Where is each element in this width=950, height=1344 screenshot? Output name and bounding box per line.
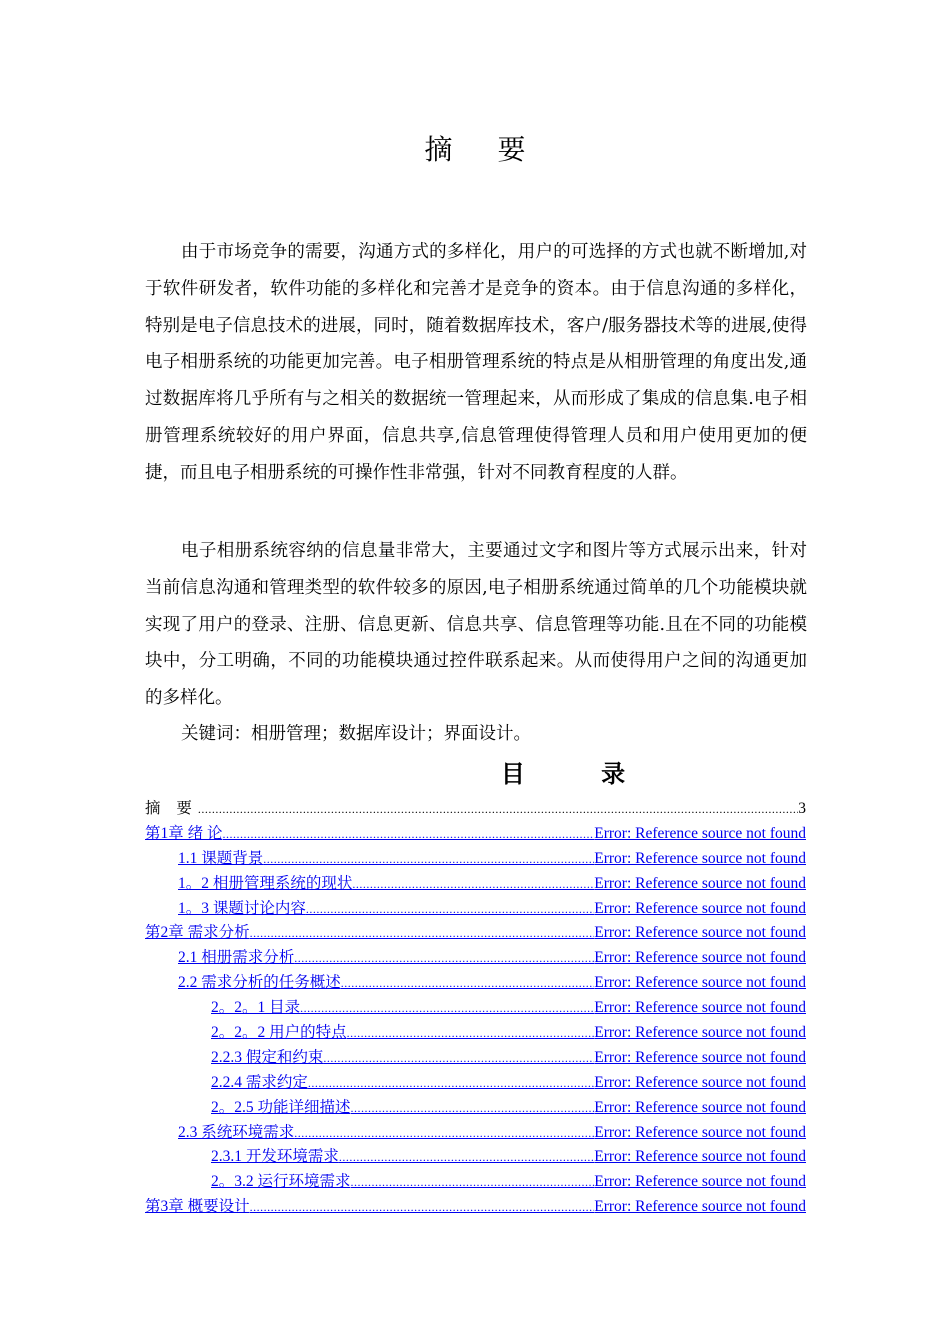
toc-dot-leader — [250, 926, 595, 941]
toc-dot-leader — [351, 1175, 595, 1190]
toc-dot-leader — [223, 827, 595, 842]
toc-entry-label[interactable]: 第3章 概要设计 — [145, 1198, 250, 1216]
toc-entry[interactable] — [145, 1169, 806, 1194]
toc-entry-label[interactable]: 2。2。2 用户的特点 — [211, 1024, 347, 1042]
toc-entry-page[interactable]: Error: Reference source not found — [594, 999, 806, 1017]
table-of-contents — [145, 796, 806, 1219]
toc-entry-label[interactable]: 2.3 系统环境需求 — [178, 1123, 295, 1141]
toc-entry[interactable] — [145, 970, 806, 995]
toc-title: 目 录 — [500, 760, 660, 788]
toc-entry[interactable] — [145, 1144, 806, 1169]
toc-entry-page[interactable]: Error: Reference source not found — [594, 1173, 806, 1191]
toc-dot-leader — [306, 902, 594, 917]
toc-entry[interactable] — [145, 945, 806, 970]
toc-entry-label[interactable]: 摘 要 — [145, 800, 198, 817]
toc-entry-label[interactable]: 2.2 需求分析的任务概述 — [178, 974, 341, 992]
toc-entry-page[interactable]: Error: Reference source not found — [594, 1123, 806, 1141]
toc-dot-leader — [347, 1026, 595, 1041]
toc-entry-page[interactable]: Error: Reference source not found — [594, 824, 806, 842]
toc-dot-leader — [294, 1126, 594, 1141]
toc-entry-label[interactable]: 2。2.5 功能详细描述 — [211, 1098, 351, 1116]
abstract-paragraph-1: 由于市场竞争的需要，沟通方式的多样化，用户的可选择的方式也就不断增加,对于软件研发者，软件功能的多样化和完善才是竞争的资本。由于信息沟通的多样化，特别是电子信息技术的进展，同时，随着数据库技术，客户/服务器技术等的进展,使得电子相册系统的功能更加完善。电子相册管理系统的特点是从相册管理的角度出发,通过数据库将几乎所有与之相关的数据统一管理起来，从而形成了集成的信息集.电子相册管理系统较好的用户界面，信息共享,信息管理使得管理人员和用户使用更加的便捷，而且电子相册系统的可操作性非常强，针对不同教育程度的人群。 — [145, 242, 807, 483]
toc-entry-page[interactable]: Error: Reference source not found — [594, 1098, 806, 1116]
toc-dot-leader — [308, 1076, 594, 1091]
toc-entry-page[interactable]: Error: Reference source not found — [594, 1024, 806, 1042]
toc-entry-page[interactable]: Error: Reference source not found — [594, 974, 806, 992]
toc-entry[interactable] — [145, 871, 806, 896]
keywords-line: 关键词：相册管理；数据库设计；界面设计。 — [181, 724, 531, 744]
toc-entry[interactable] — [145, 1045, 806, 1070]
toc-entry-page[interactable]: Error: Reference source not found — [594, 1073, 806, 1091]
abstract-title: 摘 要 — [424, 133, 544, 166]
toc-entry-page[interactable]: Error: Reference source not found — [594, 874, 806, 892]
toc-dot-leader — [352, 877, 594, 892]
toc-entry[interactable] — [145, 821, 806, 846]
toc-entry[interactable] — [145, 1095, 806, 1120]
toc-dot-leader — [198, 802, 798, 817]
toc-entry-page[interactable]: Error: Reference source not found — [594, 849, 806, 867]
toc-entry[interactable] — [145, 1070, 806, 1095]
toc-entry[interactable] — [145, 995, 806, 1020]
toc-entry-page[interactable]: Error: Reference source not found — [594, 1148, 806, 1166]
toc-entry-label[interactable]: 1.1 课题背景 — [178, 849, 264, 867]
toc-dot-leader — [250, 1200, 595, 1215]
toc-entry-label[interactable]: 1。2 相册管理系统的现状 — [178, 874, 353, 892]
toc-entry-page[interactable]: Error: Reference source not found — [594, 949, 806, 967]
toc-entry-page[interactable]: Error: Reference source not found — [594, 899, 806, 917]
toc-dot-leader — [341, 976, 594, 991]
toc-entry-label[interactable]: 2.3.1 开发环境需求 — [211, 1148, 339, 1166]
toc-entry-page[interactable]: Error: Reference source not found — [594, 924, 806, 942]
toc-entry-label[interactable]: 1。3 课题讨论内容 — [178, 899, 306, 917]
toc-entry-label[interactable]: 2.1 相册需求分析 — [178, 949, 295, 967]
abstract-paragraph-2: 电子相册系统容纳的信息量非常大，主要通过文字和图片等方式展示出来，针对当前信息沟通和管理类型的软件较多的原因,电子相册系统通过简单的几个功能模块就实现了用户的登录、注册、信息更新、信息共享、信息管理等功能.且在不同的功能模块中，分工明确，不同的功能模块通过控件联系起来。从而使得用户之间的沟通更加的多样化。 — [145, 541, 807, 709]
toc-dot-leader — [351, 1101, 595, 1116]
toc-entry-label[interactable]: 2.2.3 假定和约束 — [211, 1048, 324, 1066]
toc-dot-leader — [263, 852, 594, 867]
toc-dot-leader — [323, 1051, 594, 1066]
toc-entry-page[interactable]: 3 — [798, 800, 806, 817]
toc-entry-page[interactable]: Error: Reference source not found — [594, 1048, 806, 1066]
toc-dot-leader — [300, 1001, 594, 1016]
toc-entry-label[interactable]: 第1章 绪 论 — [145, 824, 223, 842]
toc-dot-leader — [339, 1150, 594, 1165]
toc-entry-label[interactable]: 2。2。1 目录 — [211, 999, 301, 1017]
toc-entry[interactable] — [145, 1194, 806, 1219]
toc-entry[interactable] — [145, 896, 806, 921]
toc-entry-label[interactable]: 2.2.4 需求约定 — [211, 1073, 308, 1091]
toc-entry-label[interactable]: 第2章 需求分析 — [145, 924, 250, 942]
toc-dot-leader — [294, 951, 594, 966]
toc-entry[interactable] — [145, 796, 806, 821]
toc-entry[interactable] — [145, 1120, 806, 1145]
toc-entry[interactable] — [145, 1020, 806, 1045]
toc-entry-label[interactable]: 2。3.2 运行环境需求 — [211, 1173, 351, 1191]
toc-entry[interactable] — [145, 846, 806, 871]
toc-entry-page[interactable]: Error: Reference source not found — [594, 1198, 806, 1216]
toc-entry[interactable] — [145, 920, 806, 945]
